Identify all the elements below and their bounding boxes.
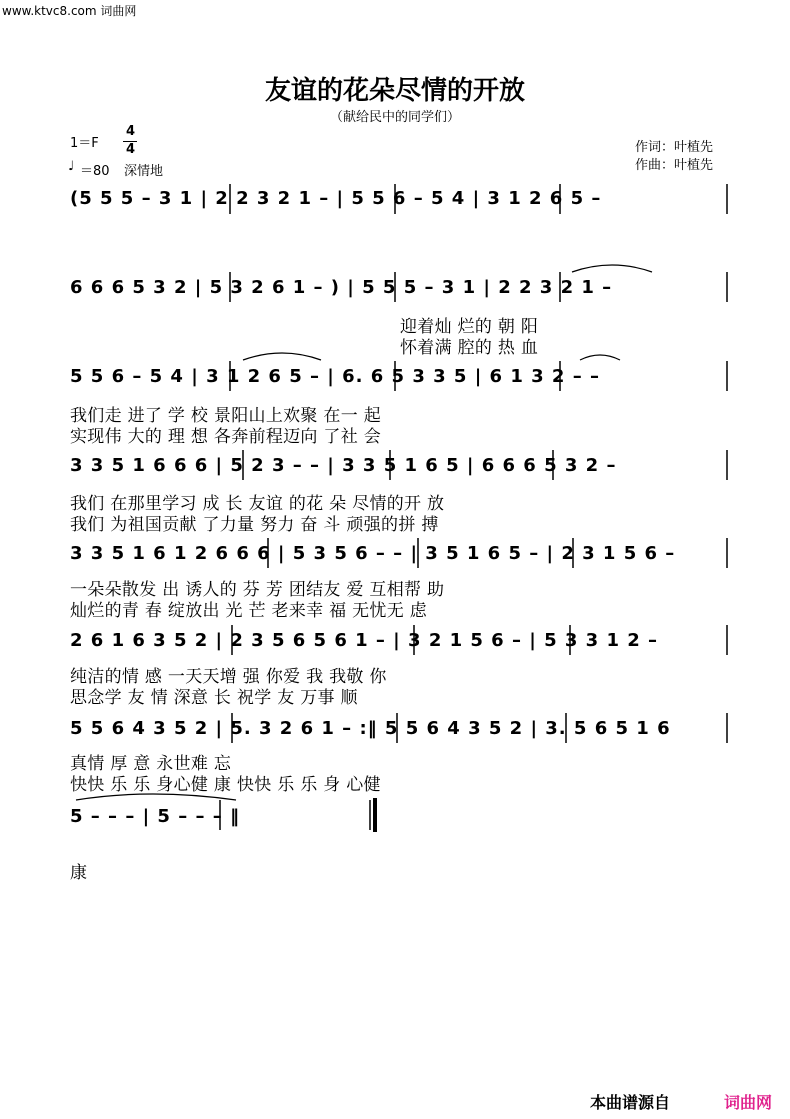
score-row: 5 – – – | 5 – – – ‖ bbox=[70, 806, 241, 827]
lyric-line: 思念学 友 情 深意 长 祝学 友 万事 顺 bbox=[70, 688, 358, 708]
tempo-marking: 深情地 bbox=[124, 164, 164, 179]
time-sig-top: 4 bbox=[126, 124, 136, 139]
composer-credit: 作曲：叶植先 bbox=[635, 158, 714, 173]
lyric-line: 快快 乐 乐 身心健 康 快快 乐 乐 身 心健 bbox=[70, 775, 381, 795]
key-signature: 1＝F bbox=[70, 136, 99, 151]
score-row: (5 5 5 – 3 1 | 2 2 3 2 1 – | 5 5 6 – 5 4 | 3 1 2 6 5 – bbox=[70, 188, 602, 209]
lyric-line: 我们 为祖国贡献 了力量 努力 奋 斗 顽强的拼 搏 bbox=[70, 515, 439, 535]
song-subtitle: （献给民中的同学们） bbox=[329, 110, 460, 125]
lyric-line: 灿烂的青 春 绽放出 光 芒 老来幸 福 无忧无 虑 bbox=[70, 601, 428, 621]
score-row: 6 6 6 5 3 2 | 5 3 2 6 1 – ) | 5 5 5 – 3 1 | 2 2 3 2 1 – bbox=[70, 277, 613, 298]
score-row: 5 5 6 – 5 4 | 3 1 2 6 5 – | 6. 6 5 3 3 5 | 6 1 3 2 – – bbox=[70, 366, 600, 387]
lyric-line: 我们 在那里学习 成 长 友谊 的花 朵 尽情的开 放 bbox=[70, 494, 445, 514]
lyric-line: 纯洁的情 感 一天天增 强 你爱 我 我敬 你 bbox=[70, 667, 387, 687]
lyric-line: 我们走 进了 学 校 景阳山上欢聚 在一 起 bbox=[70, 406, 382, 426]
lyric-line: 实现伟 大的 理 想 各奔前程迈向 了社 会 bbox=[70, 427, 382, 447]
lyric-line: 一朵朵散发 出 诱人的 芬 芳 团结友 爱 互相帮 助 bbox=[70, 580, 445, 600]
final-lyric: 康 bbox=[70, 863, 88, 883]
score-row: 5 5 6 4 3 5 2 | 5. 3 2 6 1 – :‖ 5 5 6 4 3 5 2 | 3. 5 6 5 1 6 bbox=[70, 718, 671, 739]
score-row: 2 6 1 6 3 5 2 | 2 3 5 6 5 6 1 – | 3 2 1 5 6 – | 5 3 3 1 2 – bbox=[70, 630, 659, 651]
tempo-value: ＝80 bbox=[80, 164, 110, 179]
lyric-line: 真情 厚 意 永世难 忘 bbox=[70, 754, 232, 774]
quarter-note-icon: ♩ bbox=[68, 159, 75, 174]
footer-site-logo[interactable]: 词曲网 bbox=[723, 1093, 772, 1112]
footer-source-text: 本曲谱源自 bbox=[589, 1093, 670, 1112]
score-row: 3 3 5 1 6 1 2 6 6 6 | 5 3 5 6 – – | 3 5 1 6 5 – | 2 3 1 5 6 – bbox=[70, 543, 676, 564]
lyric-line: 怀着满 腔的 热 血 bbox=[400, 338, 539, 358]
song-title: 友谊的花朵尽情的开放 bbox=[264, 76, 525, 106]
lyric-line: 迎着灿 烂的 朝 阳 bbox=[400, 317, 539, 337]
score-row: 3 3 5 1 6 6 6 | 5 2 3 – – | 3 3 5 1 6 5 | 6 6 6 5 3 2 – bbox=[70, 455, 617, 476]
lyricist-credit: 作词：叶植先 bbox=[635, 140, 714, 155]
site-watermark: www.ktvc8.com 词曲网 bbox=[2, 4, 137, 18]
time-sig-bottom: 4 bbox=[126, 142, 136, 157]
